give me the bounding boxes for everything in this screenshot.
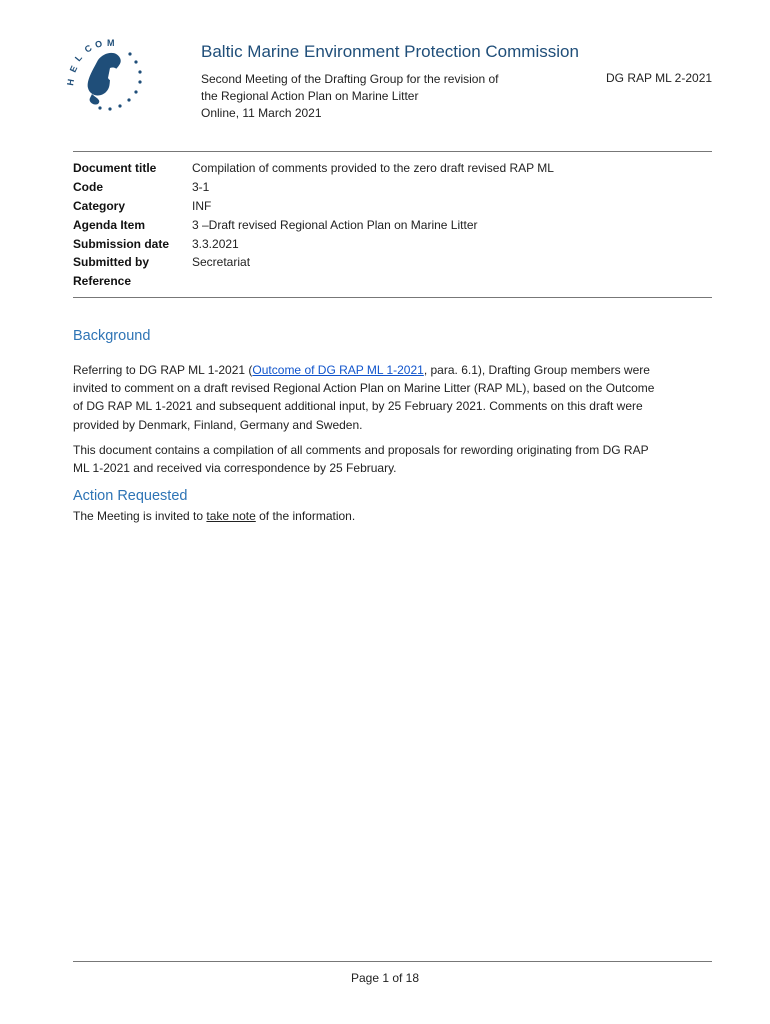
text-run: Referring to DG RAP ML 1-2021 (	[73, 363, 253, 377]
meeting-line: the Regional Action Plan on Marine Litter	[201, 89, 419, 103]
footer-divider	[73, 961, 712, 962]
meta-label: Document title	[73, 161, 157, 176]
meta-value: Compilation of comments provided to the zero draft revised RAP ML	[192, 161, 554, 176]
meta-row-document-title	[73, 159, 554, 178]
text-run: The Meeting is invited to	[73, 509, 207, 523]
action-paragraph	[73, 507, 713, 525]
divider	[73, 151, 712, 152]
meeting-date: Online, 11 March 2021	[201, 106, 322, 120]
meta-row-agenda-item	[73, 215, 554, 234]
text-run: , para. 6.1), Drafting Group members were	[423, 363, 650, 377]
meta-value: INF	[192, 198, 212, 213]
background-paragraph-2	[73, 441, 713, 477]
section-heading-background: Background	[73, 328, 151, 344]
meta-label: Submitted by	[73, 255, 150, 270]
meeting-info	[201, 71, 561, 122]
text-line: ML 1-2021 and received via correspondence by 25 February.	[73, 461, 397, 476]
metadata-table	[73, 159, 554, 291]
text-line: of DG RAP ML 1-2021 and subsequent additional input, by 25 February 2021. Comments on this draft were	[73, 399, 643, 414]
meeting-line: Second Meeting of the Drafting Group for the revision of	[201, 72, 499, 86]
svg-text:C: C	[82, 42, 94, 55]
divider	[73, 297, 712, 298]
meta-label: Reference	[73, 274, 132, 289]
svg-text:O: O	[93, 38, 104, 50]
helcom-logo	[65, 38, 154, 118]
org-title: Baltic Marine Environment Protection Commission	[201, 42, 579, 61]
meta-label: Category	[73, 198, 126, 213]
meta-label: Submission date	[73, 236, 170, 251]
text-line	[73, 361, 713, 379]
outcome-link[interactable]: Outcome of DG RAP ML 1-2021	[252, 363, 424, 377]
meta-row-submitted-by	[73, 253, 554, 272]
meta-value: 3 –Draft revised Regional Action Plan on Marine Litter	[192, 217, 478, 232]
svg-text:H: H	[65, 78, 77, 87]
meta-value: 3-1	[192, 180, 210, 195]
page-number: Page 1 of 18	[350, 971, 420, 985]
meta-value: 3.3.2021	[192, 236, 239, 251]
text-line: This document contains a compilation of all comments and proposals for rewording originating from DG RAP	[73, 443, 649, 457]
meta-label: Agenda Item	[73, 217, 146, 232]
meta-row-reference	[73, 272, 554, 291]
meta-row-submission-date	[73, 234, 554, 253]
text-line: invited to comment on a draft revised Regional Action Plan on Marine Litter (RAP ML), based on the Outcome	[73, 381, 655, 396]
text-run: of the information.	[255, 509, 356, 523]
meta-row-category	[73, 197, 554, 216]
document-code: DG RAP ML 2-2021	[606, 71, 713, 85]
svg-text:L: L	[72, 52, 85, 64]
meta-value: Secretariat	[192, 255, 251, 270]
text-line: provided by Denmark, Finland, Germany and Sweden.	[73, 417, 363, 432]
svg-text:E: E	[67, 64, 80, 74]
take-note-emphasis: take note	[206, 509, 256, 523]
meta-row-code	[73, 178, 554, 197]
text-line	[73, 507, 713, 525]
meta-label: Code	[73, 180, 103, 195]
section-heading-action-requested: Action Requested	[73, 488, 188, 504]
background-paragraph-1	[73, 361, 713, 434]
svg-text:M: M	[107, 38, 115, 48]
